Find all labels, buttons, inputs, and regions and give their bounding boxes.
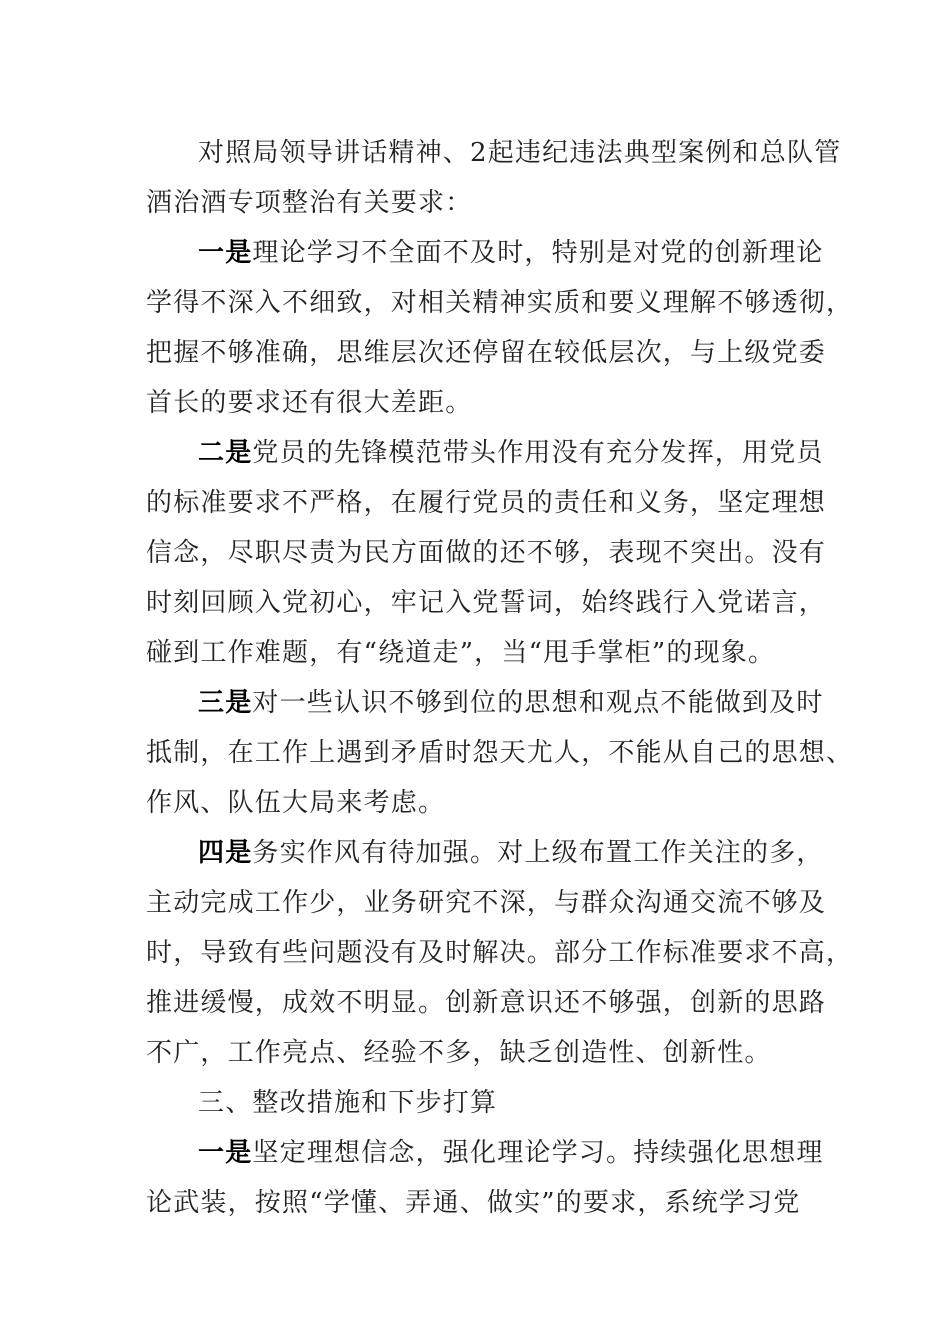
paragraph-line bbox=[198, 828, 898, 878]
paragraph-line: 论武装，按照“学懂、弄通、做实”的要求，系统学习党 bbox=[146, 1188, 801, 1218]
paragraph-line: 碰到工作难题，有“绕道走”，当“甩手掌柜”的现象。 bbox=[146, 638, 776, 668]
paragraph-text: 坚定理想信念，强化理论学习。持续强化思想理 bbox=[252, 1138, 824, 1168]
paragraph-text: 对一些认识不够到位的思想和观点不能做到及时 bbox=[252, 688, 824, 718]
paragraph-line: 时刻回顾入党初心，牢记入党誓词，始终践行入党诺言， bbox=[146, 588, 827, 618]
paragraph-line: 作风、队伍大局来考虑。 bbox=[146, 788, 446, 818]
lead-term: 二是 bbox=[198, 438, 253, 468]
paragraph-text: 务实作风有待加强。对上级布置工作关注的多， bbox=[252, 838, 824, 868]
paragraph-line: 对照局领导讲话精神、2起违纪违法典型案例和总队管 bbox=[198, 138, 842, 168]
paragraph-line: 主动完成工作少，业务研究不深，与群众沟通交流不够及 bbox=[146, 888, 827, 918]
paragraph-line bbox=[198, 678, 898, 728]
paragraph-text: 理论学习不全面不及时，特别是对党的创新理论 bbox=[252, 238, 824, 268]
section-heading: 三、整改措施和下步打算 bbox=[198, 1088, 498, 1118]
lead-term: 三是 bbox=[198, 688, 253, 718]
paragraph-line bbox=[198, 1128, 898, 1178]
lead-term: 一是 bbox=[198, 238, 253, 268]
paragraph-line: 信念，尽职尽责为民方面做的还不够，表现不突出。没有 bbox=[146, 538, 827, 568]
paragraph-line: 不广，工作亮点、经验不多，缺乏创造性、创新性。 bbox=[146, 1038, 772, 1068]
paragraph-line bbox=[198, 428, 898, 478]
paragraph-line: 的标准要求不严格，在履行党员的责任和义务，坚定理想 bbox=[146, 488, 827, 518]
paragraph-line: 时，导致有些问题没有及时解决。部分工作标准要求不高， bbox=[146, 938, 854, 968]
paragraph-line: 学得不深入不细致，对相关精神实质和要义理解不够透彻， bbox=[146, 288, 854, 318]
paragraph-line bbox=[198, 228, 898, 278]
paragraph-line: 酒治酒专项整治有关要求： bbox=[146, 188, 473, 218]
paragraph-line: 把握不够准确，思维层次还停留在较低层次，与上级党委 bbox=[146, 338, 827, 368]
lead-term: 一是 bbox=[198, 1138, 253, 1168]
paragraph-line: 首长的要求还有很大差距。 bbox=[146, 388, 473, 418]
lead-term: 四是 bbox=[198, 838, 253, 868]
paragraph-line: 抵制，在工作上遇到矛盾时怨天尤人，不能从自己的思想、 bbox=[146, 738, 854, 768]
paragraph-text: 党员的先锋模范带头作用没有充分发挥，用党员 bbox=[252, 438, 824, 468]
paragraph-line: 推进缓慢，成效不明显。创新意识还不够强，创新的思路 bbox=[146, 988, 827, 1018]
